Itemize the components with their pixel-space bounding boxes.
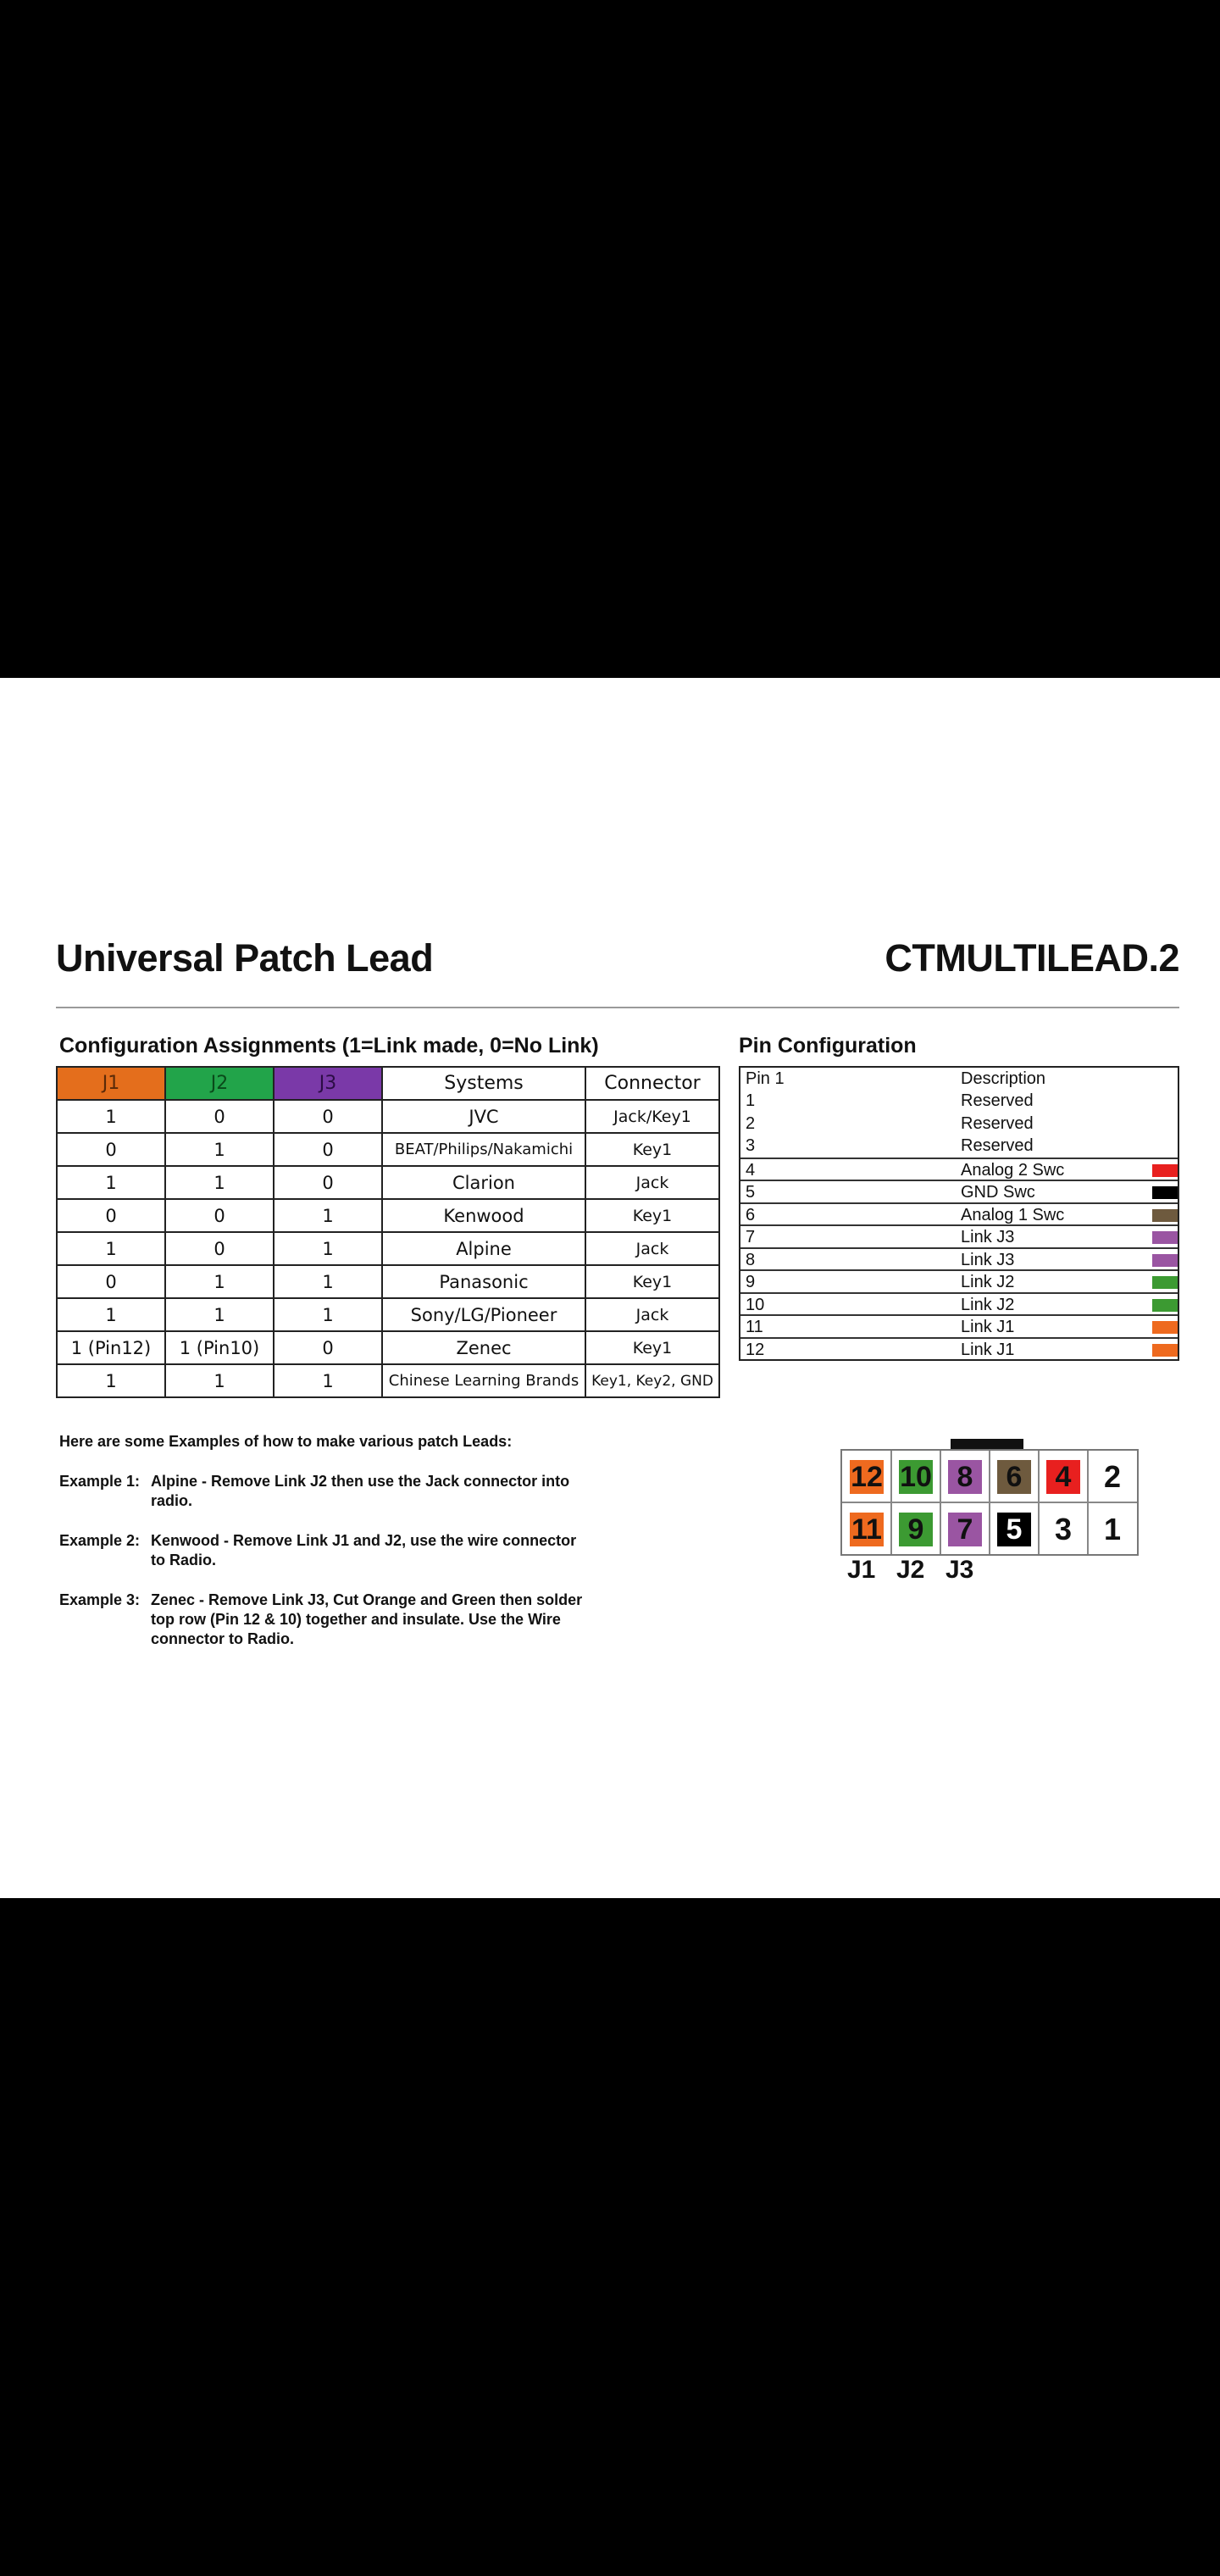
cell-j3: 1 (274, 1232, 382, 1265)
cell-connector: Jack (585, 1298, 719, 1331)
cell-j1: 1 (57, 1298, 165, 1331)
cell-j3: 1 (274, 1265, 382, 1298)
wire-color-swatch (1152, 1344, 1178, 1357)
pin-description: Link J1 (961, 1340, 1015, 1359)
cell-j3: 0 (274, 1166, 382, 1199)
wire-color-swatch (1152, 1276, 1178, 1289)
connector-pin-number: 5 (997, 1513, 1031, 1546)
cell-j3: 1 (274, 1199, 382, 1232)
example-text: Alpine - Remove Link J2 then use the Jack connector into radio. (151, 1473, 570, 1509)
cell-j1: 1 (57, 1166, 165, 1199)
cell-j3: 1 (274, 1364, 382, 1397)
desc-col-header: Description (961, 1069, 1046, 1088)
pin-description: Link J1 (961, 1318, 1015, 1336)
cell-system: BEAT/Philips/Nakamichi (382, 1133, 585, 1166)
pin-number: 5 (746, 1183, 756, 1202)
cell-j3: 0 (274, 1133, 382, 1166)
connector-pin-number: 3 (1054, 1512, 1073, 1546)
connector-pin (1039, 1451, 1088, 1503)
pin-config-table (739, 1066, 1179, 1361)
pin-description: Link J3 (961, 1250, 1015, 1269)
pin-row (740, 1314, 1178, 1338)
config-row (57, 1232, 719, 1265)
label-j2: J2 (896, 1556, 925, 1584)
label-j3: J3 (946, 1556, 974, 1584)
cell-connector: Jack/Key1 (585, 1100, 719, 1133)
cell-j2: 1 (165, 1265, 274, 1298)
pin-row (740, 1158, 1178, 1181)
cell-j2: 1 (165, 1133, 274, 1166)
wire-color-swatch (1152, 1164, 1178, 1177)
pin-row (740, 1269, 1178, 1293)
connector-pin (1088, 1451, 1137, 1503)
config-table (56, 1066, 720, 1398)
config-row (57, 1133, 719, 1166)
header-systems: Systems (382, 1067, 585, 1100)
pin-description: Reserved (961, 1136, 1034, 1155)
pin-row (740, 1337, 1178, 1361)
cell-j3: 1 (274, 1298, 382, 1331)
connector-pin (940, 1503, 990, 1556)
header-j1: J1 (57, 1067, 165, 1100)
example-item (59, 1531, 585, 1570)
connector-pin (1088, 1503, 1137, 1556)
pin-description: Link J2 (961, 1295, 1015, 1314)
connector-pin (1039, 1503, 1088, 1556)
connector-pin-number: 8 (948, 1460, 982, 1494)
example-label: Example 1: (59, 1473, 141, 1490)
connector-pin (891, 1451, 940, 1503)
cell-system: Chinese Learning Brands (382, 1364, 585, 1397)
pin-header-row (740, 1068, 1178, 1090)
pin-number: 9 (746, 1273, 756, 1291)
config-row (57, 1265, 719, 1298)
pin-description: Analog 2 Swc (961, 1160, 1065, 1180)
cell-j1: 1 (Pin12) (57, 1331, 165, 1364)
pin-row (740, 1202, 1178, 1226)
cell-j2: 0 (165, 1232, 274, 1265)
connector-pin (990, 1451, 1039, 1503)
connector-pin-number: 4 (1046, 1460, 1080, 1494)
pin-number: 3 (746, 1136, 756, 1155)
cell-j1: 1 (57, 1232, 165, 1265)
wire-color-swatch (1152, 1209, 1178, 1222)
pin-number: 10 (746, 1295, 765, 1314)
connector-pin-number: 9 (899, 1513, 933, 1546)
config-row (57, 1166, 719, 1199)
connector-pin-number: 6 (997, 1460, 1031, 1494)
connector-pin (990, 1503, 1039, 1556)
cell-connector: Jack (585, 1166, 719, 1199)
title-divider (56, 1007, 1179, 1008)
cell-j2: 0 (165, 1199, 274, 1232)
wire-color-swatch (1152, 1254, 1178, 1267)
header-j3: J3 (274, 1067, 382, 1100)
cell-j1: 0 (57, 1265, 165, 1298)
header-connector: Connector (585, 1067, 719, 1100)
pin-row (740, 1090, 1178, 1112)
pin-number: 2 (746, 1113, 756, 1133)
connector-diagram (840, 1449, 1139, 1556)
cell-j1: 0 (57, 1133, 165, 1166)
page-title: Universal Patch Lead (56, 936, 434, 980)
cell-j2: 1 (165, 1166, 274, 1199)
pin-number: 1 (746, 1091, 756, 1110)
cell-connector: Key1 (585, 1199, 719, 1232)
document-sheet (0, 678, 1220, 1898)
cell-connector: Key1 (585, 1331, 719, 1364)
connector-latch (951, 1439, 1023, 1449)
cell-system: Alpine (382, 1232, 585, 1265)
pin-config-title: Pin Configuration (739, 1034, 917, 1058)
cell-connector: Key1 (585, 1265, 719, 1298)
pin-number: 6 (746, 1205, 756, 1224)
config-row (57, 1199, 719, 1232)
examples-section (59, 1432, 585, 1669)
pin-row (740, 1180, 1178, 1203)
wire-color-swatch (1152, 1299, 1178, 1312)
wire-color-swatch (1152, 1186, 1178, 1199)
cell-system: Clarion (382, 1166, 585, 1199)
wire-color-swatch (1152, 1321, 1178, 1334)
pin-row (740, 1247, 1178, 1271)
header-j2: J2 (165, 1067, 274, 1100)
config-row (57, 1298, 719, 1331)
pin-description: Link J3 (961, 1228, 1015, 1246)
pin-row (740, 1135, 1178, 1157)
config-row (57, 1100, 719, 1133)
cell-connector: Key1 (585, 1133, 719, 1166)
example-label: Example 3: (59, 1591, 141, 1608)
cell-system: Panasonic (382, 1265, 585, 1298)
pin-col-header: Pin 1 (746, 1069, 785, 1088)
connector-pin (940, 1451, 990, 1503)
pin-number: 12 (746, 1340, 765, 1359)
config-header-row (57, 1067, 719, 1100)
cell-connector: Key1, Key2, GND (585, 1364, 719, 1397)
pin-description: Reserved (961, 1091, 1034, 1110)
cell-j2: 1 (Pin10) (165, 1331, 274, 1364)
example-text: Kenwood - Remove Link J1 and J2, use the wire connector to Radio. (151, 1532, 577, 1568)
example-label: Example 2: (59, 1532, 141, 1549)
connector-pin-number: 12 (851, 1460, 883, 1493)
pin-description: Reserved (961, 1113, 1034, 1133)
cell-connector: Jack (585, 1232, 719, 1265)
pin-description: Analog 1 Swc (961, 1205, 1065, 1224)
pin-row (740, 1224, 1178, 1248)
connector-pin-number: 7 (948, 1513, 982, 1546)
connector-pin-number: 11 (850, 1513, 884, 1546)
label-j1: J1 (847, 1556, 876, 1584)
cell-system: Kenwood (382, 1199, 585, 1232)
config-row (57, 1331, 719, 1364)
pin-number: 4 (746, 1160, 756, 1180)
cell-j2: 1 (165, 1298, 274, 1331)
connector-pin-number: 10 (900, 1460, 932, 1493)
pin-description: GND Swc (961, 1183, 1035, 1202)
config-row (57, 1364, 719, 1397)
cell-system: Sony/LG/Pioneer (382, 1298, 585, 1331)
connector-pin (891, 1503, 940, 1556)
cell-system: Zenec (382, 1331, 585, 1364)
pin-number: 8 (746, 1250, 756, 1269)
examples-intro: Here are some Examples of how to make various patch Leads: (59, 1433, 513, 1450)
connector-pin (842, 1503, 891, 1556)
cell-j1: 1 (57, 1100, 165, 1133)
config-title: Configuration Assignments (1=Link made, 0=No Link) (59, 1034, 599, 1058)
connector-pin-number: 1 (1103, 1512, 1122, 1546)
cell-system: JVC (382, 1100, 585, 1133)
cell-j3: 0 (274, 1100, 382, 1133)
connector-pin-number: 2 (1103, 1459, 1122, 1494)
wire-color-swatch (1152, 1231, 1178, 1244)
example-text: Zenec - Remove Link J3, Cut Orange and Green then solder top row (Pin 12 & 10) together and insulate. Use the Wire connector to Radio. (151, 1591, 583, 1647)
connector-pin (842, 1451, 891, 1503)
part-number: CTMULTILEAD.2 (884, 936, 1179, 980)
cell-j2: 1 (165, 1364, 274, 1397)
example-item (59, 1472, 585, 1511)
pin-row (740, 1292, 1178, 1316)
pin-number: 11 (746, 1318, 763, 1336)
pin-description: Link J2 (961, 1273, 1015, 1291)
cell-j1: 1 (57, 1364, 165, 1397)
pin-number: 7 (746, 1228, 756, 1246)
pin-row (740, 1113, 1178, 1135)
example-item (59, 1591, 585, 1649)
cell-j2: 0 (165, 1100, 274, 1133)
cell-j1: 0 (57, 1199, 165, 1232)
cell-j3: 0 (274, 1331, 382, 1364)
